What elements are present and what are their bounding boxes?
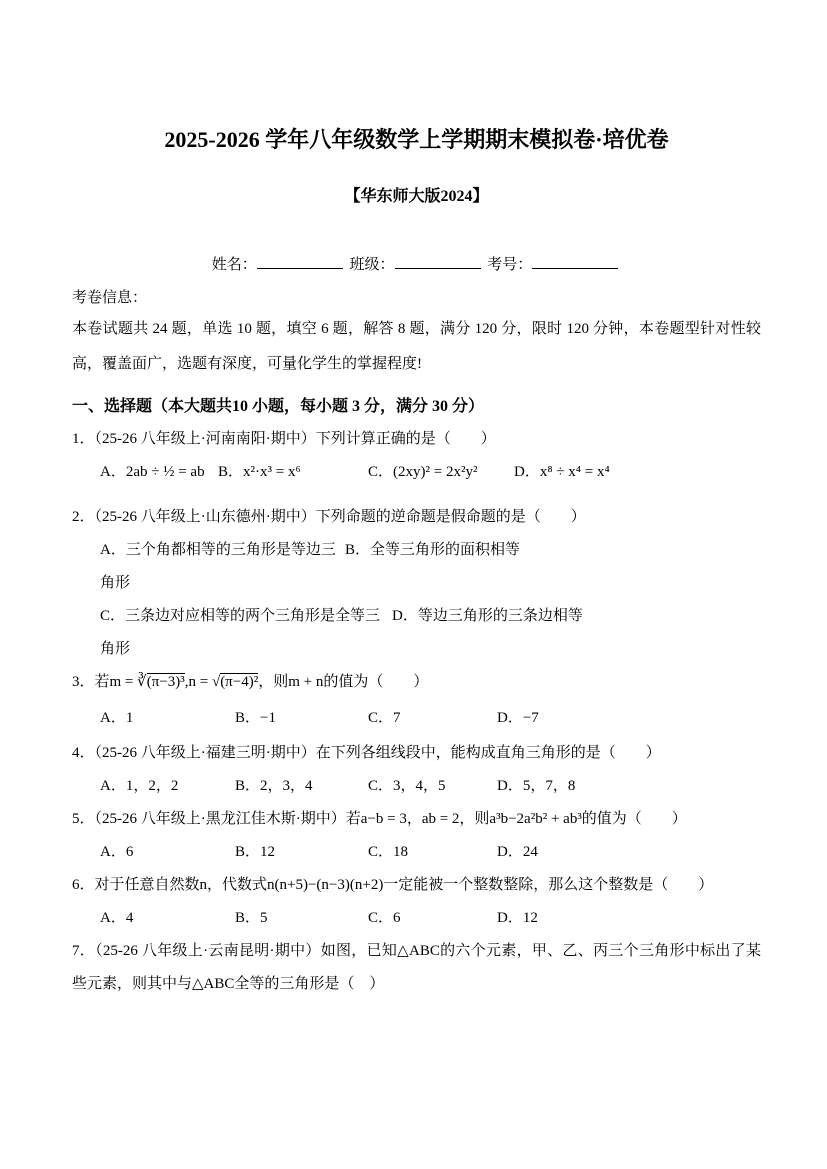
q4-option-d: D．5，7，8 [497,778,576,794]
question-2-stem: 2．（25-26 八年级上·山东德州·期中）下列命题的逆命题是假命题的是（ ） [72,509,586,525]
q6-option-d: D．12 [497,910,538,926]
info-heading: 考卷信息： [72,290,148,306]
q5-option-a: A．6 [100,844,134,860]
q3-radicand-1: (π−3)³ [146,674,185,690]
class-blank [395,253,481,269]
q1-option-a: A．2ab ÷ ½ = ab [100,464,205,480]
student-info-row [72,253,761,275]
question-5-stem: 5．（25-26 八年级上·黑龙江佳木斯·期中）若a−b = 3，ab = 2，则a³b−2a²b² + ab³的值为（ ） [72,811,687,827]
q5-option-b: B．12 [235,844,276,860]
q2-option-a: A．三个角都相等的三角形是等边三角形 [100,542,336,591]
question-7-stem: 7．（25-26 八年级上·云南昆明·期中）如图，已知△ABC的六个元素，甲、乙、丙三个三角形中标出了某些元素，则其中与△ABC全等的三角形是（ ） [72,943,761,992]
q4-option-b: B．2，3，4 [235,778,313,794]
q6-option-c: C．6 [368,910,401,926]
q1-option-b: B．x²·x³ = x⁶ [218,464,301,480]
q1-option-d: D．x⁸ ÷ x⁴ = x⁴ [514,464,610,480]
q3-option-c: C．7 [368,710,401,726]
question-1-options [72,456,761,489]
q4-option-a: A．1，2，2 [100,778,179,794]
q2-option-c: C．三条边对应相等的两个三角形是全等三角形 [100,608,381,657]
q3-option-d: D．−7 [497,710,539,726]
q3-option-b: B．−1 [235,710,276,726]
info-body: 本卷试题共 24 题，单选 10 题，填空 6 题，解答 8 题，满分 120 分，限时 120 分钟，本卷题型针对性较高，覆盖面广，选题有深度，可量化学生的掌握程度! [72,321,761,372]
question-3-options [72,702,761,735]
question-6-options [72,902,761,935]
name-label: 姓名： [211,257,257,273]
cube-root-sign: ∛ [137,674,147,690]
name-blank [257,253,343,269]
edition-tag: 【华东师大版2024】 [344,188,489,205]
exam-no-blank [532,253,618,269]
q3-option-a: A．1 [100,710,134,726]
q3-stem-pre: 3．若m = [72,674,138,690]
q2-option-b: B．全等三角形的面积相等 [345,542,521,558]
question-3-stem [72,666,761,699]
q5-option-d: D．24 [497,844,538,860]
square-root-sign: √ [211,674,221,690]
section-1-heading: 一、选择题（本大题共10 小题，每小题 3 分，满分 30 分） [72,398,485,415]
exam-no-label: 考号： [487,257,533,273]
q3-radicand-2: (π−4)² [220,674,259,690]
q5-option-c: C．18 [368,844,409,860]
page-title: 2025-2026 学年八年级数学上学期期末模拟卷·培优卷 [164,127,669,152]
question-2-options-row-1 [72,534,761,600]
question-6-stem: 6．对于任意自然数n，代数式n(n+5)−(n−3)(n+2)一定能被一个整数整除，那么这个整数是（ ） [72,877,714,893]
question-2-options-row-2 [72,600,761,666]
question-5-options [72,836,761,869]
q3-stem-mid: ,n = [184,674,212,690]
q6-option-b: B．5 [235,910,268,926]
question-4-stem: 4．（25-26 八年级上·福建三明·期中）在下列各组线段中，能构成直角三角形的是（ ） [72,745,661,761]
q4-option-c: C．3，4，5 [368,778,446,794]
class-label: 班级： [349,257,395,273]
q2-option-d: D．等边三角形的三条边相等 [392,608,583,624]
q6-option-a: A．4 [100,910,134,926]
question-1-stem: 1．（25-26 八年级上·河南南阳·期中）下列计算正确的是（ ） [72,431,496,447]
q3-stem-post: ，则m + n的值为（ ） [258,674,429,690]
q1-option-c: C．(2xy)² = 2x²y² [368,464,478,480]
question-4-options [72,770,761,803]
